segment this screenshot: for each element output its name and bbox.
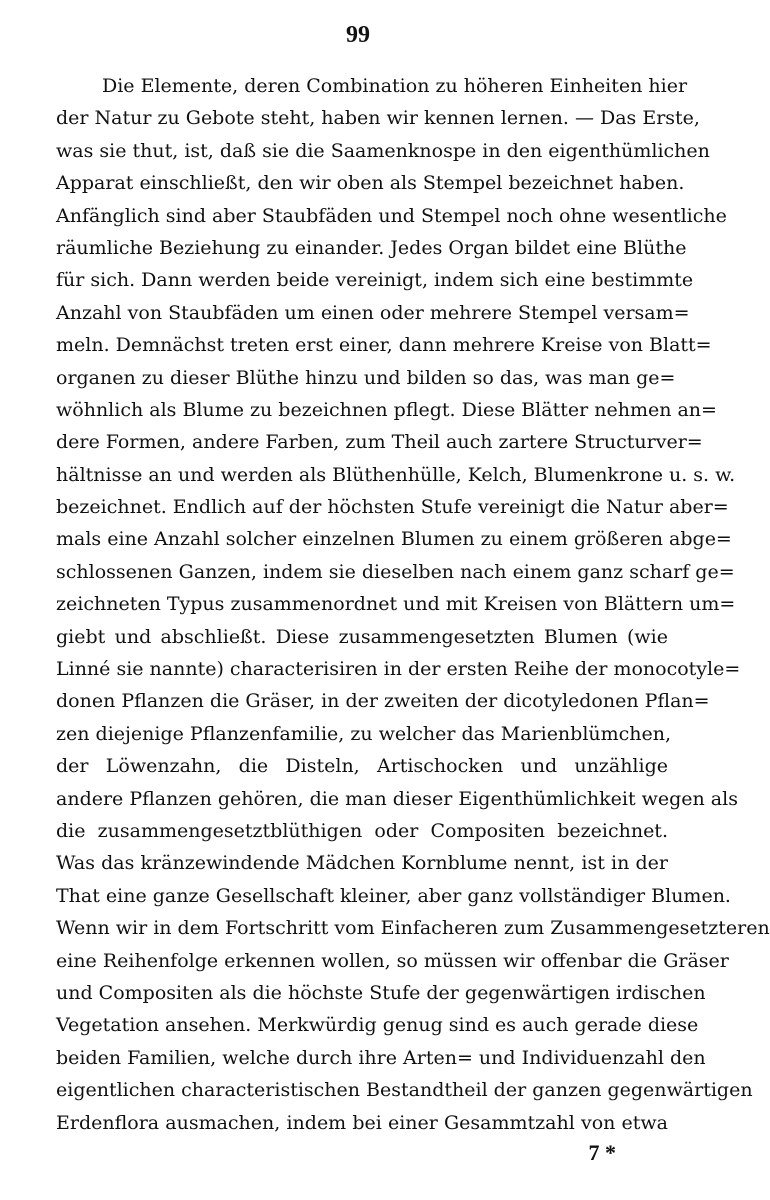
text-line: giebt und abschließt. Diese zusammengesetzten Blumen (wie <box>56 625 668 648</box>
text-line: dere Formen, andere Farben, zum Theil auch zartere Structurver= <box>56 431 703 454</box>
text-line: zeichneten Typus zusammenordnet und mit Kreisen von Blättern um= <box>56 593 736 616</box>
text-line: eigentlichen characteristischen Bestandtheil der ganzen gegenwärtigen <box>56 1079 753 1102</box>
printer-signature: 7 * <box>588 1140 616 1165</box>
text-line: donen Pflanzen die Gräser, in der zweiten der dicotyledonen Pflan= <box>56 690 710 713</box>
text-line: andere Pflanzen gehören, die man dieser Eigenthümlichkeit wegen als <box>56 787 738 810</box>
text-line: was sie thut, ist, daß sie die Saamenknospe in den eigenthümlichen <box>56 139 710 162</box>
text-line: zen diejenige Pflanzenfamilie, zu welcher das Marienblümchen, <box>56 722 672 745</box>
text-line: Anfänglich sind aber Staubfäden und Stempel noch ohne wesentliche <box>56 204 727 227</box>
text-line: der Löwenzahn, die Disteln, Artischocken und unzählige <box>56 755 668 778</box>
page-number: 99 <box>346 22 370 48</box>
text-line: eine Reihenfolge erkennen wollen, so müssen wir offenbar die Gräser <box>56 949 729 972</box>
text-line: Die Elemente, deren Combination zu höheren Einheiten hier <box>102 75 688 97</box>
text-line: Linné sie nannte) characterisiren in der ersten Reihe der monocotyle= <box>56 658 741 681</box>
text-line: Erdenflora ausmachen, indem bei einer Gesammtzahl von etwa <box>56 1111 668 1134</box>
text-line: die zusammengesetztblüthigen oder Compositen bezeichnet. <box>56 819 668 842</box>
text-line: schlossenen Ganzen, indem sie dieselben nach einem ganz scharf ge= <box>56 560 735 583</box>
text-line: Was das kränzewindende Mädchen Kornblume nennt, ist in der <box>56 852 668 875</box>
text-line: für sich. Dann werden beide vereinigt, indem sich eine bestimmte <box>56 269 694 292</box>
text-line: der Natur zu Gebote steht, haben wir kennen lernen. — Das Erste, <box>56 107 700 130</box>
text-line: hältnisse an und werden als Blüthenhülle, Kelch, Blumenkrone u. s. w. <box>56 463 736 486</box>
text-line: Anzahl von Staubfäden um einen oder mehrere Stempel versam= <box>56 301 690 324</box>
text-line: Wenn wir in dem Fortschritt vom Einfacheren zum Zusammengesetzteren <box>56 917 770 940</box>
text-line: organen zu dieser Blüthe hinzu und bilden so das, was man ge= <box>56 366 676 389</box>
text-line: bezeichnet. Endlich auf der höchsten Stufe vereinigt die Natur aber= <box>56 496 729 519</box>
text-line: Vegetation ansehen. Merkwürdig genug sind es auch gerade diese <box>56 1014 699 1037</box>
text-line: meln. Demnächst treten erst einer, dann mehrere Kreise von Blatt= <box>56 334 712 357</box>
text-line: und Compositen als die höchste Stufe der gegenwärtigen irdischen <box>56 981 706 1004</box>
body-text <box>56 70 770 1139</box>
text-line: beiden Familien, welche durch ihre Arten= und Individuenzahl den <box>56 1046 706 1069</box>
text-line: wöhnlich als Blume zu bezeichnen pflegt. Diese Blätter nehmen an= <box>56 398 717 421</box>
text-line: räumliche Beziehung zu einander. Jedes Organ bildet eine Blüthe <box>56 236 687 259</box>
text-line: That eine ganze Gesellschaft kleiner, aber ganz vollständiger Blumen. <box>56 884 731 907</box>
text-line: mals eine Anzahl solcher einzelnen Blumen zu einem größeren abge= <box>56 528 732 551</box>
text-line: Apparat einschließt, den wir oben als Stempel bezeichnet haben. <box>56 172 685 195</box>
